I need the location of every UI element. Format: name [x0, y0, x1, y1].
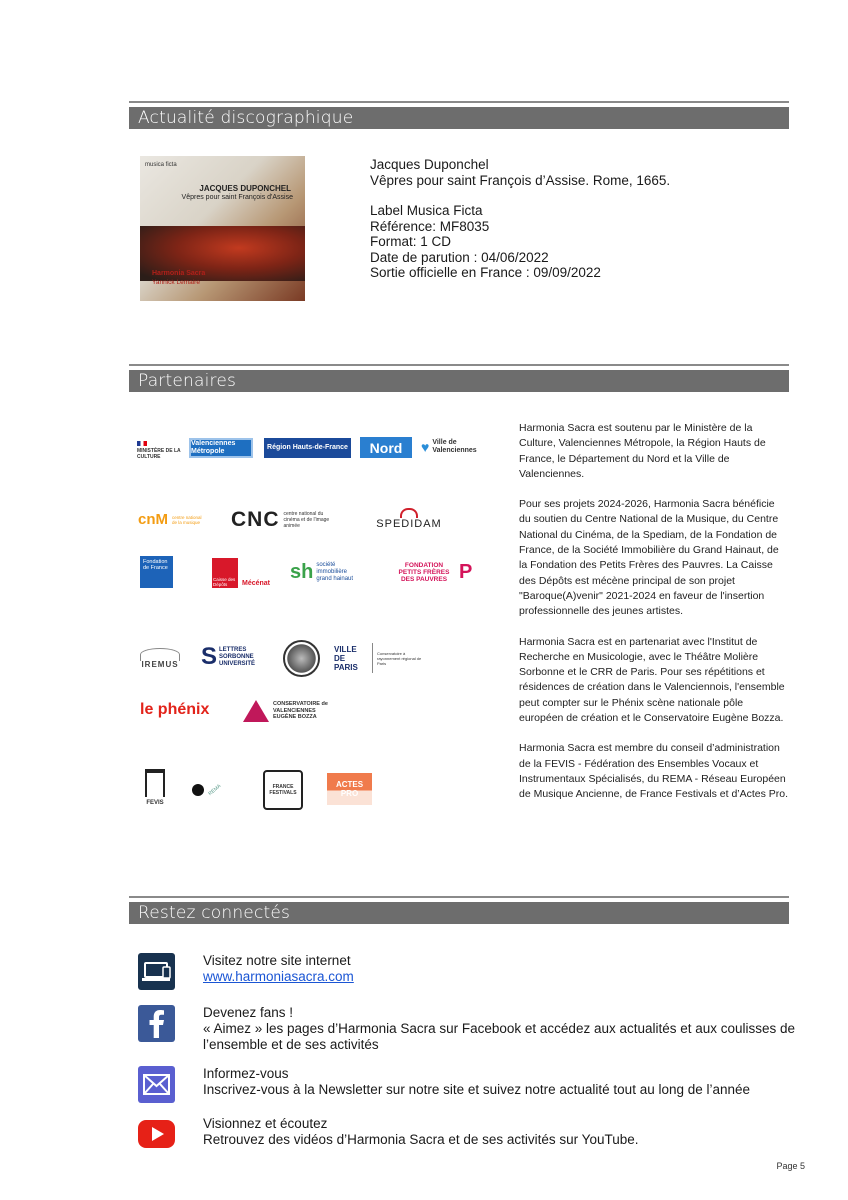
logo-spedidam: SPEDIDAM: [373, 500, 445, 536]
partners-paragraph: Pour ses projets 2024-2026, Harmonia Sacra bénéficie du soutien du Centre National de la Musique, du Centre National du Cinéma, de la Spediam, de la Fondation de France, de la Société Immobilière du Grand Hainaut, de la Fondation des Petits Frères des Pauvres. La Caisse des Dépôts est mécène principal de son projet "Baroque(A)venir" 2021-2024 en faveur de l'insertion professionnelle des jeunes artistes.: [519, 498, 779, 618]
cover-title: JACQUES DUPONCHEL: [199, 184, 291, 193]
youtube-title: Visionnez et écoutez: [203, 1116, 328, 1131]
logo-le-phenix: le phénix: [140, 701, 210, 718]
section-header-connect: [129, 896, 789, 924]
logo-cnc: CNC centre national du cinéma et de l'image animée: [231, 508, 330, 531]
facebook-icon[interactable]: [138, 1005, 175, 1042]
cd-label: Label Musica Ficta: [370, 203, 483, 218]
cd-artist: Jacques Duponchel: [370, 157, 489, 172]
logo-fondation-de-france: Fondation de France: [140, 556, 173, 588]
newsletter-title: Informez-vous: [203, 1066, 289, 1081]
logo-theatre-moliere-sorbonne: [283, 640, 320, 677]
cd-release-france: Sortie officielle en France : 09/09/2022: [370, 265, 601, 280]
newsletter-text: Inscrivez-vous à la Newsletter sur notre site et suivez notre actualité tout au long de l’année: [203, 1082, 751, 1097]
website-title: Visitez notre site internet: [203, 953, 351, 968]
cover-ensemble: Harmonia Sacra: [152, 270, 206, 277]
logo-region-hauts-de-france: Région Hauts-de-France: [264, 438, 351, 458]
logo-fevis: FEVIS: [140, 765, 170, 807]
logo-cnm: cnM centre national de la musique: [138, 511, 202, 528]
cd-format: Format: 1 CD: [370, 234, 452, 249]
logo-caisse-des-depots: Caisse des Dépôts Mécénat: [212, 556, 274, 588]
section-header-discography: [129, 101, 789, 129]
section-title: Partenaires: [129, 370, 789, 392]
logo-valenciennes-metropole: Valenciennes Métropole: [189, 438, 253, 458]
logo-shgh: sh société immobilière grand hainaut: [290, 561, 354, 583]
section-header-partners: [129, 364, 789, 392]
section-title: Restez connectés: [129, 902, 789, 924]
logo-actes-pro: ACTES PRO: [327, 773, 372, 805]
logo-petits-freres: FONDATION PETITS FRÈRES DES PAUVRES P: [398, 561, 473, 583]
logo-ministere-culture: MINISTÈRE DE LA CULTURE: [137, 435, 182, 465]
partners-paragraph: Harmonia Sacra est soutenu par le Ministère de la Culture, Valenciennes Métropole, la Région Hauts de France, le Département du Nord et la Ville de Valenciennes.: [519, 422, 766, 480]
cd-reference: Référence: MF8035: [370, 218, 490, 234]
cd-work: Vêpres pour saint François d’Assise. Rome, 1665.: [370, 172, 671, 188]
mail-icon[interactable]: [138, 1066, 175, 1103]
website-link[interactable]: www.harmoniasacra.com: [203, 969, 354, 984]
logo-rema: REMA: [192, 775, 242, 805]
logo-france-festivals: FRANCE FESTIVALS: [263, 770, 303, 810]
logo-iremus: IREMUS: [137, 640, 183, 676]
section-title: Actualité discographique: [129, 107, 789, 129]
cover-label-logo: musica ficta: [145, 162, 177, 168]
partners-paragraph: Harmonia Sacra est membre du conseil d’administration de la FEVIS - Fédération des Ensembles Vocaux et Instrumentaux Spécialisés, du REMA - Réseau Européen de Musique Ancienne, de France Festivals et d’Actes Pro.: [519, 742, 789, 801]
youtube-text: Retrouvez des vidéos d’Harmonia Sacra et de ses activités sur YouTube.: [203, 1132, 639, 1147]
logo-departement-nord: Nord: [360, 437, 412, 458]
logo-ville-valenciennes: ♥ Ville de Valenciennes: [421, 439, 477, 455]
logo-lettres-sorbonne: S LETTRES SORBONNE UNIVERSITÉ: [201, 643, 256, 670]
computer-icon: [138, 953, 175, 990]
page-number: Page 5: [776, 1161, 805, 1171]
cd-details: [370, 157, 670, 281]
logo-crr-paris: VILLE DE PARIS Conservatoire à rayonnement régional de Paris: [334, 644, 422, 672]
cover-subtitle: Vêpres pour saint François d'Assise: [181, 194, 293, 201]
partners-description: [519, 421, 789, 818]
cd-release-date: Date de parution : 04/06/2022: [370, 249, 549, 265]
logo-conservatoire-valenciennes: CONSERVATOIRE de VALENCIENNES EUGÈNE BOZZA: [243, 696, 339, 726]
cd-cover-image: [140, 156, 305, 301]
partners-paragraph: Harmonia Sacra est en partenariat avec l'Institut de Recherche en Musicologie, avec le Théâtre Molière Sorbonne et le CRR de Paris. Pour ses répétitions et résidences de création dans le Valenciennois, l'ensemble peut compter sur le Phénix scène nationale pôle européen de création et le Conservatoire Eugène Bozza.: [519, 635, 785, 725]
facebook-text: « Aimez » les pages d’Harmonia Sacra sur Facebook et accédez aux actualités et aux coulisses de l’ensemble et de ses activités: [203, 1021, 796, 1052]
youtube-icon[interactable]: [138, 1116, 175, 1153]
cover-director: Yannick Lemaire: [152, 279, 200, 286]
facebook-title: Devenez fans !: [203, 1005, 294, 1020]
